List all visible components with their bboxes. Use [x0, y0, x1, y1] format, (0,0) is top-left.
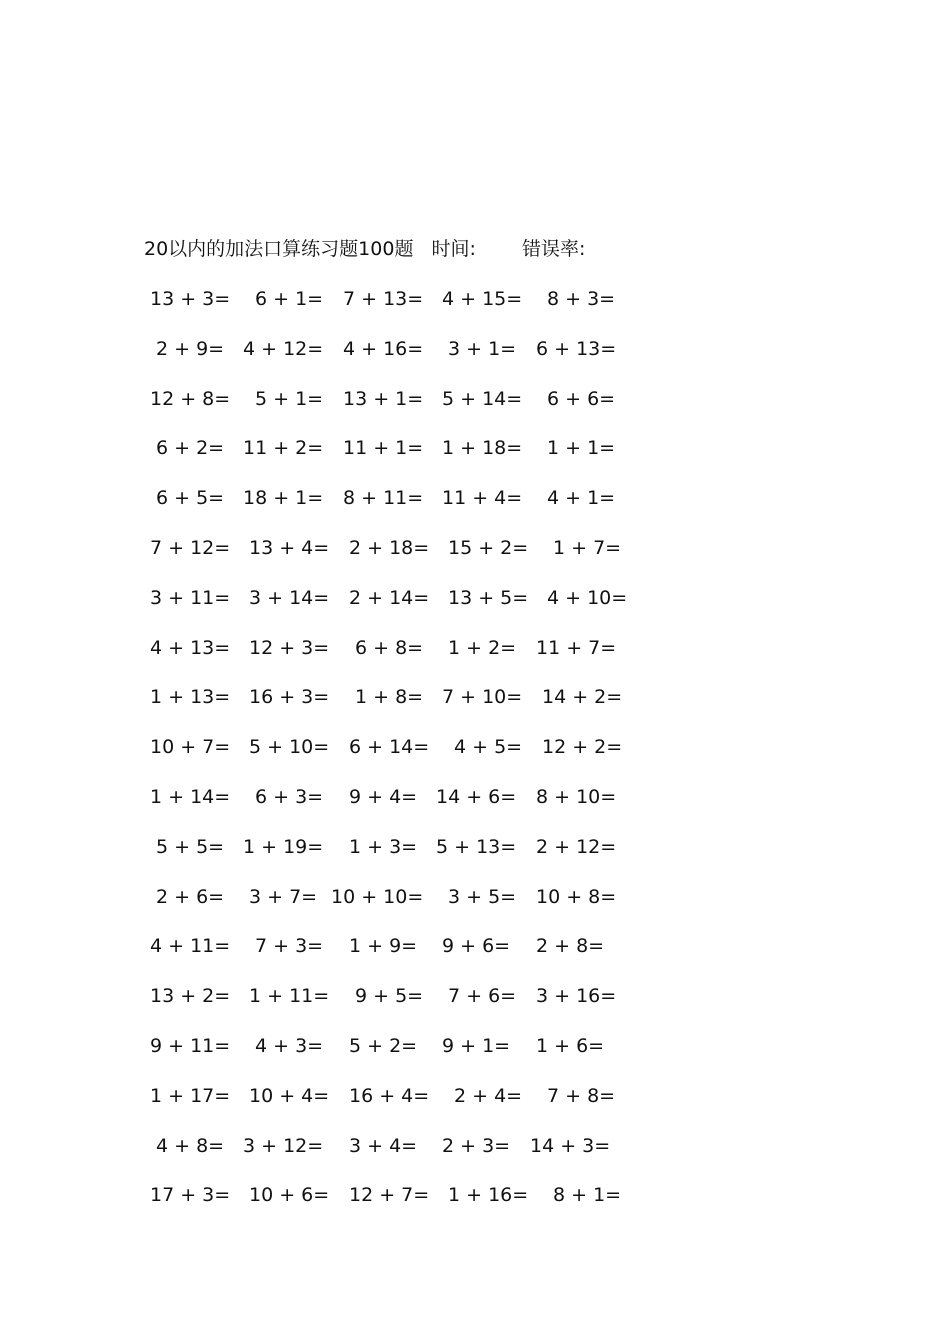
problem-r10-c2: 5 + 10= [249, 736, 330, 758]
problem-r5-c4: 11 + 4= [442, 487, 523, 509]
problem-r5-c2: 18 + 1= [243, 487, 324, 509]
problem-r17-c5: 7 + 8= [547, 1085, 616, 1107]
problem-r19-c4: 1 + 16= [448, 1184, 529, 1206]
problem-r7-c1: 3 + 11= [150, 587, 231, 609]
problem-r13-c2: 3 + 7= [249, 886, 318, 908]
problem-r3-c5: 6 + 6= [547, 388, 616, 410]
problem-r15-c1: 13 + 2= [150, 985, 231, 1007]
problem-r4-c3: 11 + 1= [343, 437, 424, 459]
problem-r16-c1: 9 + 11= [150, 1035, 231, 1057]
problem-r9-c2: 16 + 3= [249, 686, 330, 708]
problem-r12-c3: 1 + 3= [349, 836, 418, 858]
problem-r4-c2: 11 + 2= [243, 437, 324, 459]
problem-r15-c5: 3 + 16= [536, 985, 617, 1007]
problem-r18-c4: 2 + 3= [442, 1135, 511, 1157]
problem-r10-c5: 12 + 2= [542, 736, 623, 758]
time-label: 时间: [431, 238, 476, 260]
problem-r13-c4: 3 + 5= [448, 886, 517, 908]
problem-r16-c4: 9 + 1= [442, 1035, 511, 1057]
problem-r13-c3: 10 + 10= [331, 886, 424, 908]
problem-r7-c5: 4 + 10= [547, 587, 628, 609]
problem-r1-c1: 13 + 3= [150, 288, 231, 310]
problem-r6-c2: 13 + 4= [249, 537, 330, 559]
problem-r5-c5: 4 + 1= [547, 487, 616, 509]
problem-r2-c1: 2 + 9= [156, 338, 225, 360]
problem-r10-c4: 4 + 5= [454, 736, 523, 758]
problem-r13-c5: 10 + 8= [536, 886, 617, 908]
problem-r18-c2: 3 + 12= [243, 1135, 324, 1157]
problem-r6-c5: 1 + 7= [553, 537, 622, 559]
problem-r10-c3: 6 + 14= [349, 736, 430, 758]
problem-r2-c3: 4 + 16= [343, 338, 424, 360]
problem-r19-c5: 8 + 1= [553, 1184, 622, 1206]
problem-r11-c2: 6 + 3= [255, 786, 324, 808]
problem-r11-c5: 8 + 10= [536, 786, 617, 808]
problem-r7-c2: 3 + 14= [249, 587, 330, 609]
problem-r1-c4: 4 + 15= [442, 288, 523, 310]
problem-r18-c1: 4 + 8= [156, 1135, 225, 1157]
problem-r16-c2: 4 + 3= [255, 1035, 324, 1057]
problem-r3-c4: 5 + 14= [442, 388, 523, 410]
problem-r7-c3: 2 + 14= [349, 587, 430, 609]
problem-r1-c2: 6 + 1= [255, 288, 324, 310]
problem-r18-c5: 14 + 3= [530, 1135, 611, 1157]
problem-r12-c4: 5 + 13= [436, 836, 517, 858]
problem-r8-c1: 4 + 13= [150, 637, 231, 659]
problem-r4-c1: 6 + 2= [156, 437, 225, 459]
problem-r8-c4: 1 + 2= [448, 637, 517, 659]
problem-r3-c2: 5 + 1= [255, 388, 324, 410]
problem-r19-c2: 10 + 6= [249, 1184, 330, 1206]
problem-r11-c1: 1 + 14= [150, 786, 231, 808]
problem-r3-c1: 12 + 8= [150, 388, 231, 410]
problem-r19-c1: 17 + 3= [150, 1184, 231, 1206]
problem-r3-c3: 13 + 1= [343, 388, 424, 410]
worksheet-title: 20以内的加法口算练习题100题 [144, 238, 414, 260]
problem-r10-c1: 10 + 7= [150, 736, 231, 758]
problem-r1-c5: 8 + 3= [547, 288, 616, 310]
problem-r9-c5: 14 + 2= [542, 686, 623, 708]
problem-r12-c2: 1 + 19= [243, 836, 324, 858]
error-rate-label: 错误率: [521, 238, 586, 260]
problem-r17-c4: 2 + 4= [454, 1085, 523, 1107]
problem-r4-c4: 1 + 18= [442, 437, 523, 459]
problem-r8-c3: 6 + 8= [355, 637, 424, 659]
problem-r9-c1: 1 + 13= [150, 686, 231, 708]
problem-r14-c5: 2 + 8= [536, 935, 605, 957]
problem-r14-c2: 7 + 3= [255, 935, 324, 957]
problem-r6-c1: 7 + 12= [150, 537, 231, 559]
problem-r2-c4: 3 + 1= [448, 338, 517, 360]
problem-r9-c4: 7 + 10= [442, 686, 523, 708]
problem-r17-c2: 10 + 4= [249, 1085, 330, 1107]
problem-r1-c3: 7 + 13= [343, 288, 424, 310]
problem-r16-c3: 5 + 2= [349, 1035, 418, 1057]
problem-r9-c3: 1 + 8= [355, 686, 424, 708]
problem-r13-c1: 2 + 6= [156, 886, 225, 908]
problem-r15-c3: 9 + 5= [355, 985, 424, 1007]
worksheet-header [144, 236, 585, 262]
problem-r5-c1: 6 + 5= [156, 487, 225, 509]
problem-r14-c3: 1 + 9= [349, 935, 418, 957]
problem-r12-c1: 5 + 5= [156, 836, 225, 858]
problem-r17-c3: 16 + 4= [349, 1085, 430, 1107]
problem-r12-c5: 2 + 12= [536, 836, 617, 858]
problem-r4-c5: 1 + 1= [547, 437, 616, 459]
problem-r14-c4: 9 + 6= [442, 935, 511, 957]
problem-r2-c2: 4 + 12= [243, 338, 324, 360]
problem-r8-c5: 11 + 7= [536, 637, 617, 659]
problem-r17-c1: 1 + 17= [150, 1085, 231, 1107]
problem-r6-c4: 15 + 2= [448, 537, 529, 559]
problem-r7-c4: 13 + 5= [448, 587, 529, 609]
problem-r18-c3: 3 + 4= [349, 1135, 418, 1157]
problem-r2-c5: 6 + 13= [536, 338, 617, 360]
problem-r15-c4: 7 + 6= [448, 985, 517, 1007]
problem-r19-c3: 12 + 7= [349, 1184, 430, 1206]
problem-r8-c2: 12 + 3= [249, 637, 330, 659]
problem-r11-c4: 14 + 6= [436, 786, 517, 808]
problem-r6-c3: 2 + 18= [349, 537, 430, 559]
problem-r11-c3: 9 + 4= [349, 786, 418, 808]
problem-r14-c1: 4 + 11= [150, 935, 231, 957]
problem-r15-c2: 1 + 11= [249, 985, 330, 1007]
problem-r5-c3: 8 + 11= [343, 487, 424, 509]
problem-r16-c5: 1 + 6= [536, 1035, 605, 1057]
